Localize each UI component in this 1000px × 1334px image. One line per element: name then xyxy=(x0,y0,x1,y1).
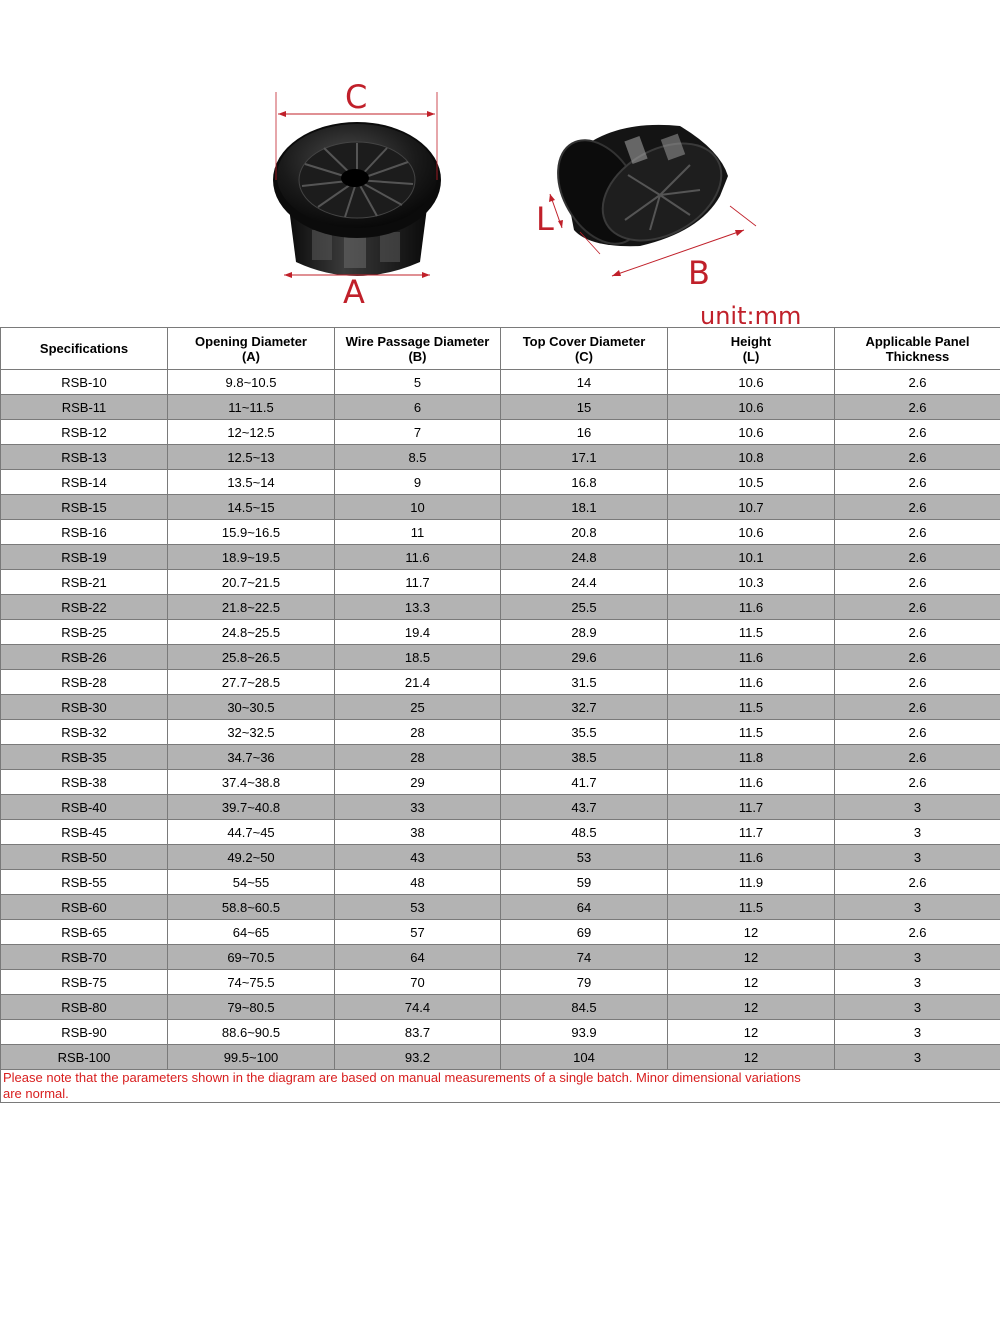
disclaimer-note: Please note that the parameters shown in the diagram are based on manual measurements of a single batch. Minor dimensional variations are normal. xyxy=(3,1070,801,1101)
table-cell: RSB-19 xyxy=(1,545,168,570)
table-cell: 3 xyxy=(835,970,1000,995)
table-cell: 3 xyxy=(835,795,1000,820)
table-cell: 32~32.5 xyxy=(168,720,335,745)
table-cell: 14.5~15 xyxy=(168,495,335,520)
table-cell: RSB-21 xyxy=(1,570,168,595)
table-row xyxy=(1,370,1000,395)
table-cell: RSB-22 xyxy=(1,595,168,620)
table-cell: RSB-15 xyxy=(1,495,168,520)
table-cell: 24.8 xyxy=(501,545,668,570)
table-cell: RSB-26 xyxy=(1,645,168,670)
column-header xyxy=(668,328,835,370)
table-row xyxy=(1,395,1000,420)
table-cell: 2.6 xyxy=(835,920,1000,945)
table-cell: 31.5 xyxy=(501,670,668,695)
table-row xyxy=(1,770,1000,795)
table-cell: 13.3 xyxy=(335,595,501,620)
table-cell: 41.7 xyxy=(501,770,668,795)
table-cell: RSB-60 xyxy=(1,895,168,920)
table-row xyxy=(1,895,1000,920)
table-cell: 11~11.5 xyxy=(168,395,335,420)
table-cell: RSB-35 xyxy=(1,745,168,770)
table-cell: 12.5~13 xyxy=(168,445,335,470)
table-cell: 11 xyxy=(335,520,501,545)
table-cell: 10.8 xyxy=(668,445,835,470)
table-cell: 11.8 xyxy=(668,745,835,770)
table-cell: 29 xyxy=(335,770,501,795)
table-cell: 25 xyxy=(335,695,501,720)
note-row xyxy=(1,1070,1000,1103)
table-row xyxy=(1,570,1000,595)
table-cell: 10.6 xyxy=(668,520,835,545)
table-cell: 15.9~16.5 xyxy=(168,520,335,545)
table-cell: 18.9~19.5 xyxy=(168,545,335,570)
table-cell: 10.6 xyxy=(668,370,835,395)
table-cell: RSB-75 xyxy=(1,970,168,995)
table-cell: 10.7 xyxy=(668,495,835,520)
table-cell: 10.1 xyxy=(668,545,835,570)
table-cell: 25.5 xyxy=(501,595,668,620)
column-header-label: Applicable Panel xyxy=(865,333,970,349)
column-header-label: Wire Passage Diameter xyxy=(345,333,490,349)
table-cell: 3 xyxy=(835,1045,1000,1070)
table-cell: 79~80.5 xyxy=(168,995,335,1020)
table-cell: 11.5 xyxy=(668,895,835,920)
table-row xyxy=(1,970,1000,995)
table-cell: 37.4~38.8 xyxy=(168,770,335,795)
table-cell: 70 xyxy=(335,970,501,995)
table-cell: 88.6~90.5 xyxy=(168,1020,335,1045)
table-cell: 2.6 xyxy=(835,770,1000,795)
column-header xyxy=(835,328,1000,370)
table-cell: 14 xyxy=(501,370,668,395)
note-cell xyxy=(1,1070,1000,1103)
column-header-sublabel: (A) xyxy=(241,348,261,364)
column-header-label: Opening Diameter xyxy=(195,333,307,349)
table-cell: 35.5 xyxy=(501,720,668,745)
table-cell: 12 xyxy=(668,1045,835,1070)
table-cell: 3 xyxy=(835,995,1000,1020)
table-cell: 2.6 xyxy=(835,695,1000,720)
table-cell: 9.8~10.5 xyxy=(168,370,335,395)
table-cell: 3 xyxy=(835,820,1000,845)
table-cell: 69 xyxy=(501,920,668,945)
table-cell: 12 xyxy=(668,970,835,995)
table-cell: 27.7~28.5 xyxy=(168,670,335,695)
table-cell: 16 xyxy=(501,420,668,445)
table-cell: 11.5 xyxy=(668,620,835,645)
table-cell: 18.5 xyxy=(335,645,501,670)
table-cell: 3 xyxy=(835,845,1000,870)
table-cell: 84.5 xyxy=(501,995,668,1020)
table-cell: RSB-100 xyxy=(1,1045,168,1070)
table-row xyxy=(1,695,1000,720)
table-cell: 12 xyxy=(668,945,835,970)
table-cell: RSB-11 xyxy=(1,395,168,420)
table-cell: 104 xyxy=(501,1045,668,1070)
table-cell: 12 xyxy=(668,1020,835,1045)
table-row xyxy=(1,795,1000,820)
table-cell: 74~75.5 xyxy=(168,970,335,995)
table-cell: RSB-65 xyxy=(1,920,168,945)
table-cell: 53 xyxy=(501,845,668,870)
table-cell: 43.7 xyxy=(501,795,668,820)
table-row xyxy=(1,870,1000,895)
table-cell: 12 xyxy=(668,920,835,945)
table-cell: 20.8 xyxy=(501,520,668,545)
table-cell: 28.9 xyxy=(501,620,668,645)
table-cell: 5 xyxy=(335,370,501,395)
table-cell: 38 xyxy=(335,820,501,845)
table-row xyxy=(1,620,1000,645)
table-row xyxy=(1,420,1000,445)
table-cell: 11.6 xyxy=(335,545,501,570)
table-cell: 53 xyxy=(335,895,501,920)
table-cell: 2.6 xyxy=(835,645,1000,670)
table-cell: 11.5 xyxy=(668,695,835,720)
table-cell: 24.4 xyxy=(501,570,668,595)
table-cell: 18.1 xyxy=(501,495,668,520)
table-cell: RSB-14 xyxy=(1,470,168,495)
table-row xyxy=(1,670,1000,695)
table-cell: RSB-13 xyxy=(1,445,168,470)
grommet-top-view xyxy=(273,122,441,276)
table-row xyxy=(1,845,1000,870)
label-l: L xyxy=(536,200,554,238)
table-cell: 16.8 xyxy=(501,470,668,495)
table-cell: 38.5 xyxy=(501,745,668,770)
column-header xyxy=(501,328,668,370)
table-cell: 10.3 xyxy=(668,570,835,595)
table-row xyxy=(1,945,1000,970)
table-cell: 39.7~40.8 xyxy=(168,795,335,820)
table-cell: RSB-30 xyxy=(1,695,168,720)
table-cell: 11.7 xyxy=(668,795,835,820)
table-header-row xyxy=(1,328,1000,370)
table-cell: 48.5 xyxy=(501,820,668,845)
table-cell: RSB-38 xyxy=(1,770,168,795)
table-cell: 11.9 xyxy=(668,870,835,895)
table-cell: 19.4 xyxy=(335,620,501,645)
grommet-side-view xyxy=(541,124,739,261)
table-cell: 99.5~100 xyxy=(168,1045,335,1070)
table-row xyxy=(1,495,1000,520)
table-cell: 11.5 xyxy=(668,720,835,745)
column-header-sublabel: (B) xyxy=(408,348,427,364)
table-cell: 21.4 xyxy=(335,670,501,695)
table-cell: RSB-90 xyxy=(1,1020,168,1045)
table-cell: RSB-28 xyxy=(1,670,168,695)
table-cell: 64 xyxy=(501,895,668,920)
table-cell: 8.5 xyxy=(335,445,501,470)
table-cell: 49.2~50 xyxy=(168,845,335,870)
table-cell: 7 xyxy=(335,420,501,445)
table-cell: 2.6 xyxy=(835,745,1000,770)
column-header-sublabel: (L) xyxy=(742,348,760,364)
table-cell: 2.6 xyxy=(835,670,1000,695)
table-cell: 6 xyxy=(335,395,501,420)
table-cell: 93.9 xyxy=(501,1020,668,1045)
table-cell: 12~12.5 xyxy=(168,420,335,445)
table-cell: 10.6 xyxy=(668,420,835,445)
table-cell: 64 xyxy=(335,945,501,970)
label-a: A xyxy=(343,273,365,311)
table-row xyxy=(1,745,1000,770)
unit-label: unit:mm xyxy=(700,302,802,330)
column-header-sublabel: (C) xyxy=(574,348,594,364)
table-cell: 83.7 xyxy=(335,1020,501,1045)
column-header-label: Height xyxy=(730,333,772,349)
table-body xyxy=(1,370,1000,1070)
table-cell: RSB-10 xyxy=(1,370,168,395)
table-cell: 25.8~26.5 xyxy=(168,645,335,670)
column-header xyxy=(168,328,335,370)
column-header-label: Specifications xyxy=(39,341,129,356)
table-cell: 3 xyxy=(835,1020,1000,1045)
table-cell: 11.6 xyxy=(668,645,835,670)
table-cell: 93.2 xyxy=(335,1045,501,1070)
table-cell: RSB-12 xyxy=(1,420,168,445)
label-b: B xyxy=(688,254,710,292)
table-cell: 2.6 xyxy=(835,495,1000,520)
table-cell: 15 xyxy=(501,395,668,420)
table-cell: 33 xyxy=(335,795,501,820)
table-cell: 32.7 xyxy=(501,695,668,720)
column-header xyxy=(335,328,501,370)
table-cell: 79 xyxy=(501,970,668,995)
table-cell: 74 xyxy=(501,945,668,970)
table-row xyxy=(1,720,1000,745)
table-cell: 11.7 xyxy=(335,570,501,595)
table-cell: 2.6 xyxy=(835,420,1000,445)
table-cell: 2.6 xyxy=(835,470,1000,495)
table-row xyxy=(1,445,1000,470)
table-cell: 11.6 xyxy=(668,595,835,620)
table-cell: 3 xyxy=(835,945,1000,970)
table-cell: 17.1 xyxy=(501,445,668,470)
table-cell: 24.8~25.5 xyxy=(168,620,335,645)
table-cell: RSB-50 xyxy=(1,845,168,870)
table-cell: 11.6 xyxy=(668,845,835,870)
table-cell: RSB-45 xyxy=(1,820,168,845)
table-cell: 59 xyxy=(501,870,668,895)
table-cell: 57 xyxy=(335,920,501,945)
table-cell: 11.6 xyxy=(668,770,835,795)
column-header-label: Top Cover Diameter xyxy=(522,333,646,349)
table-cell: 10.6 xyxy=(668,395,835,420)
table-cell: 3 xyxy=(835,895,1000,920)
label-c: C xyxy=(345,78,368,116)
table-row xyxy=(1,645,1000,670)
table-cell: 44.7~45 xyxy=(168,820,335,845)
table-cell: 12 xyxy=(668,995,835,1020)
table-cell: RSB-40 xyxy=(1,795,168,820)
table-row xyxy=(1,1020,1000,1045)
table-cell: 54~55 xyxy=(168,870,335,895)
table-cell: RSB-70 xyxy=(1,945,168,970)
table-cell: 11.7 xyxy=(668,820,835,845)
table-cell: 20.7~21.5 xyxy=(168,570,335,595)
table-row xyxy=(1,820,1000,845)
table-row xyxy=(1,1045,1000,1070)
table-cell: 30~30.5 xyxy=(168,695,335,720)
table-cell: 2.6 xyxy=(835,620,1000,645)
table-row xyxy=(1,995,1000,1020)
table-cell: 29.6 xyxy=(501,645,668,670)
table-cell: 64~65 xyxy=(168,920,335,945)
table-cell: 2.6 xyxy=(835,445,1000,470)
table-cell: 2.6 xyxy=(835,545,1000,570)
table-cell: 69~70.5 xyxy=(168,945,335,970)
table-cell: 2.6 xyxy=(835,520,1000,545)
table-cell: 2.6 xyxy=(835,870,1000,895)
table-row xyxy=(1,595,1000,620)
table-cell: 48 xyxy=(335,870,501,895)
table-cell: 2.6 xyxy=(835,720,1000,745)
spec-table xyxy=(0,327,1000,1103)
table-cell: 9 xyxy=(335,470,501,495)
table-cell: 2.6 xyxy=(835,570,1000,595)
table-cell: RSB-55 xyxy=(1,870,168,895)
table-cell: 28 xyxy=(335,745,501,770)
table-cell: 10.5 xyxy=(668,470,835,495)
table-row xyxy=(1,920,1000,945)
table-cell: 11.6 xyxy=(668,670,835,695)
table-cell: 2.6 xyxy=(835,395,1000,420)
table-cell: 10 xyxy=(335,495,501,520)
table-cell: 2.6 xyxy=(835,595,1000,620)
table-cell: 43 xyxy=(335,845,501,870)
table-cell: 13.5~14 xyxy=(168,470,335,495)
table-cell: RSB-25 xyxy=(1,620,168,645)
table-cell: RSB-80 xyxy=(1,995,168,1020)
table-cell: RSB-16 xyxy=(1,520,168,545)
product-diagram xyxy=(0,0,1000,330)
column-header xyxy=(1,328,168,370)
table-cell: 21.8~22.5 xyxy=(168,595,335,620)
table-row xyxy=(1,545,1000,570)
table-cell: 74.4 xyxy=(335,995,501,1020)
table-row xyxy=(1,520,1000,545)
column-header-sublabel: Thickness xyxy=(885,348,950,364)
table-cell: RSB-32 xyxy=(1,720,168,745)
table-cell: 58.8~60.5 xyxy=(168,895,335,920)
table-cell: 34.7~36 xyxy=(168,745,335,770)
table-cell: 2.6 xyxy=(835,370,1000,395)
table-cell: 28 xyxy=(335,720,501,745)
table-row xyxy=(1,470,1000,495)
